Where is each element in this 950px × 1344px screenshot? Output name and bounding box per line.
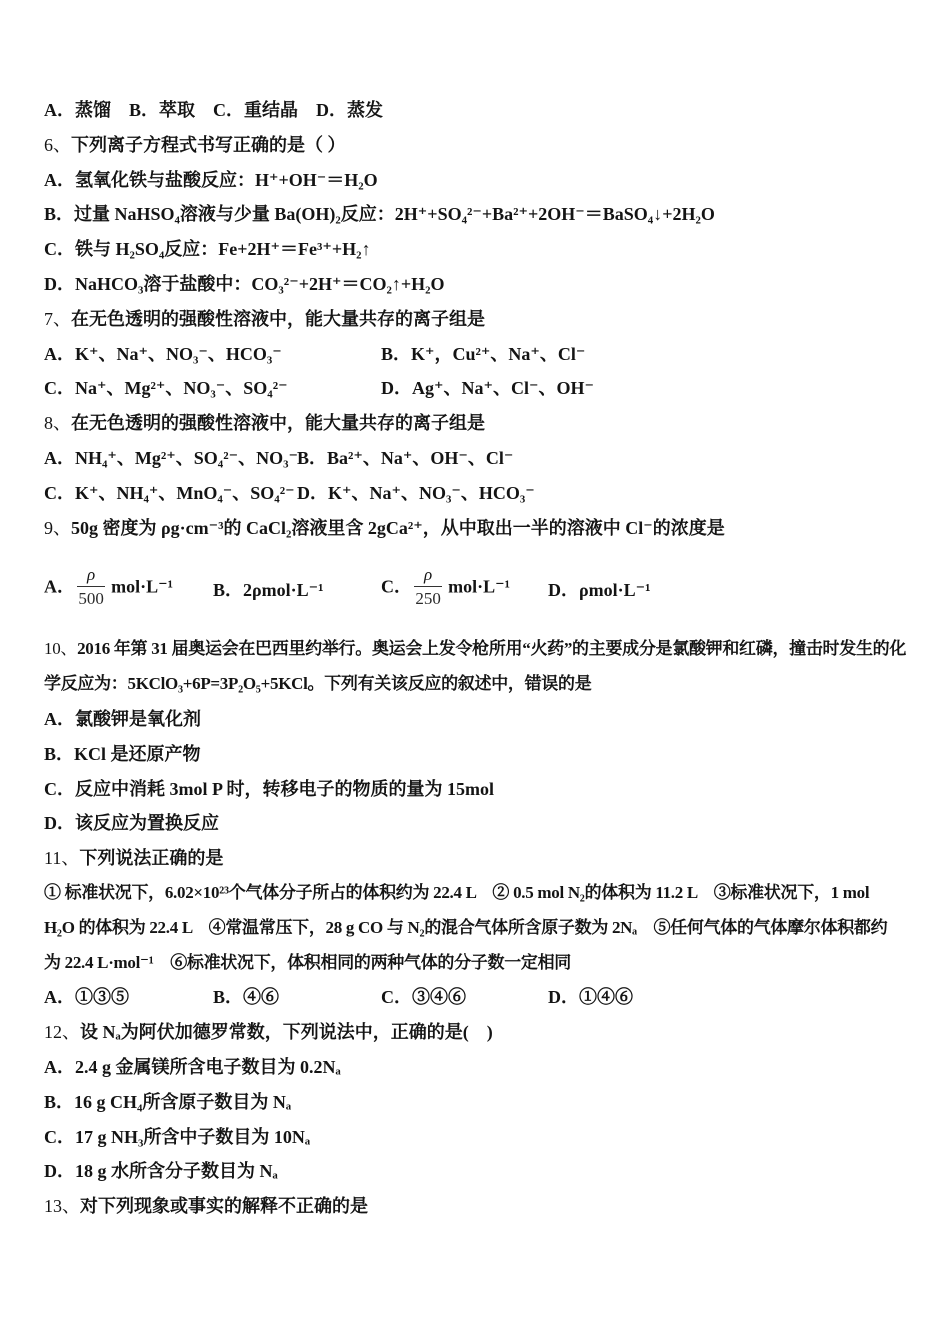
q6-stem-text: 下列离子方程式书写正确的是（ ） bbox=[71, 134, 346, 155]
q12-option-d: D．18 g 水所含分子数目为 Nₐ bbox=[44, 1161, 278, 1182]
q10-number: 10、 bbox=[44, 639, 78, 659]
q6-number: 6、 bbox=[44, 134, 71, 155]
q11-option-a: A．①③⑤ bbox=[44, 987, 129, 1008]
q7-option-a: A．K⁺、Na⁺、NO₃⁻、HCO₃⁻ bbox=[44, 343, 282, 364]
q11-option-d: D．①④⑥ bbox=[548, 987, 633, 1008]
q6-option-a: A．氢氧化铁与盐酸反应：H⁺+OH⁻＝H₂O bbox=[44, 169, 378, 190]
q11-stem-text: 下列说法正确的是 bbox=[79, 848, 224, 869]
q7-option-c: C．Na⁺、Mg²⁺、NO₃⁻、SO₄²⁻ bbox=[44, 378, 288, 399]
q9-option-c-denominator: 250 bbox=[415, 589, 441, 609]
q6-stem bbox=[44, 128, 930, 163]
q7-option-d: D．Ag⁺、Na⁺、Cl⁻、OH⁻ bbox=[381, 378, 595, 399]
q9-options-row bbox=[44, 545, 930, 632]
q8-stem bbox=[44, 406, 930, 441]
q6-option-d: D．NaHCO₃溶于盐酸中：CO₃²⁻+2H⁺＝CO₂↑+H₂O bbox=[44, 273, 445, 294]
q7-options-cd bbox=[44, 371, 930, 406]
q8-option-c: C．K⁺、NH₄⁺、MnO₄⁻、SO₄²⁻ bbox=[44, 482, 295, 503]
q12-option-b: B．16 g CH₄所含原子数目为 Nₐ bbox=[44, 1091, 292, 1112]
q11-option-c: C．③④⑥ bbox=[381, 987, 466, 1008]
q9-option-a bbox=[44, 564, 213, 613]
q7-stem-text: 在无色透明的强酸性溶液中，能大量共存的离子组是 bbox=[71, 308, 485, 329]
q10-stem-text-1: 2016 年第 31 届奥运会在巴西里约举行。奥运会上发令枪所用“火药”的主要成分是氯酸钾和红磷，撞击时发生的化 bbox=[77, 639, 907, 659]
q10-stem-line2: 学反应为：5KClO₃+6P=3P₂O₅+5KCl。下列有关该反应的叙述中，错误的是 bbox=[44, 674, 592, 694]
q9-stem bbox=[44, 511, 930, 546]
q9-number: 9、 bbox=[44, 517, 71, 538]
q9-option-a-label: A． bbox=[44, 576, 75, 597]
q13-number: 13、 bbox=[44, 1196, 80, 1217]
q7-number: 7、 bbox=[44, 308, 71, 329]
q8-options-cd bbox=[44, 476, 930, 511]
q11-body-line3: 为 22.4 L·mol⁻¹ ⑥标准状况下，体积相同的两种气体的分子数一定相同 bbox=[44, 952, 572, 972]
q10-option-a: A．氯酸钾是氧化剂 bbox=[44, 708, 201, 729]
q6-option-b: B．过量 NaHSO₄溶液与少量 Ba(OH)₂反应：2H⁺+SO₄²⁻+Ba²⁺+2OH⁻＝BaSO₄↓+2H₂O bbox=[44, 204, 715, 225]
q7-option-b: B．K⁺，Cu²⁺、Na⁺、Cl⁻ bbox=[381, 343, 586, 364]
q9-option-c-unit: mol·L⁻¹ bbox=[448, 576, 511, 597]
q9-stem-text: 50g 密度为 ρg·cm⁻³的 CaCl₂溶液里含 2gCa²⁺，从中取出一半的溶液中 Cl⁻的浓度是 bbox=[71, 517, 725, 538]
q9-option-c-numerator: ρ bbox=[414, 564, 442, 587]
q8-stem-text: 在无色透明的强酸性溶液中，能大量共存的离子组是 bbox=[71, 413, 485, 434]
q8-option-a: A．NH₄⁺、Mg²⁺、SO₄²⁻、NO₃⁻ bbox=[44, 447, 298, 468]
q9-option-c-label: C． bbox=[381, 576, 412, 597]
q10-option-d: D．该反应为置换反应 bbox=[44, 813, 219, 834]
q6-option-c: C．铁与 H₂SO₄反应：Fe+2H⁺＝Fe³⁺+H₂↑ bbox=[44, 239, 371, 260]
q12-option-c: C．17 g NH₃所含中子数目为 10Nₐ bbox=[44, 1126, 311, 1147]
q10-option-c: C．反应中消耗 3mol P 时，转移电子的物质的量为 15mol bbox=[44, 778, 494, 799]
q9-option-a-fraction bbox=[77, 564, 105, 609]
q12-number: 12、 bbox=[44, 1022, 80, 1043]
q11-option-b: B．④⑥ bbox=[213, 987, 280, 1008]
q12-option-a: A．2.4 g 金属镁所含电子数目为 0.2Nₐ bbox=[44, 1056, 341, 1077]
q5-options-line: A．蒸馏 B．萃取 C．重结晶 D．蒸发 bbox=[44, 100, 384, 120]
q7-stem bbox=[44, 302, 930, 337]
q8-option-d: D．K⁺、Na⁺、NO₃⁻、HCO₃⁻ bbox=[297, 482, 535, 503]
q11-options-row bbox=[44, 980, 930, 1015]
q9-option-a-numerator: ρ bbox=[77, 564, 105, 587]
q13-stem-text: 对下列现象或事实的解释不正确的是 bbox=[80, 1196, 368, 1217]
q13-stem bbox=[44, 1189, 930, 1224]
q12-stem-text: 设 Nₐ为阿伏加德罗常数，下列说法中，正确的是( ) bbox=[80, 1022, 493, 1043]
q11-stem bbox=[44, 841, 930, 876]
q8-option-b: B．Ba²⁺、Na⁺、OH⁻、Cl⁻ bbox=[297, 447, 514, 468]
q9-option-d: D．ρmol·L⁻¹ bbox=[548, 579, 651, 600]
q9-option-b: B．2ρmol·L⁻¹ bbox=[213, 579, 324, 600]
q8-options-ab bbox=[44, 441, 930, 476]
q9-option-c bbox=[381, 564, 548, 613]
q11-number: 11、 bbox=[44, 848, 80, 869]
q11-body-line2: H₂O 的体积为 22.4 L ④常温常压下，28 g CO 与 N₂的混合气体所含原子数为 2Nₐ ⑤任何气体的气体摩尔体积都约 bbox=[44, 917, 888, 937]
q10-option-b: B．KCl 是还原产物 bbox=[44, 743, 201, 764]
q8-number: 8、 bbox=[44, 413, 71, 434]
q9-option-c-fraction bbox=[414, 564, 442, 609]
q9-option-a-unit: mol·L⁻¹ bbox=[111, 576, 174, 597]
q9-option-a-denominator: 500 bbox=[78, 589, 104, 609]
q10-stem-line1 bbox=[44, 632, 930, 667]
q7-options-ab bbox=[44, 337, 930, 372]
q11-body-line1: ① 标准状况下，6.02×10²³个气体分子所占的体积约为 22.4 L ② 0.5 mol N₂的体积为 11.2 L ③标准状况下，1 mol bbox=[44, 882, 870, 902]
q12-stem bbox=[44, 1015, 930, 1050]
